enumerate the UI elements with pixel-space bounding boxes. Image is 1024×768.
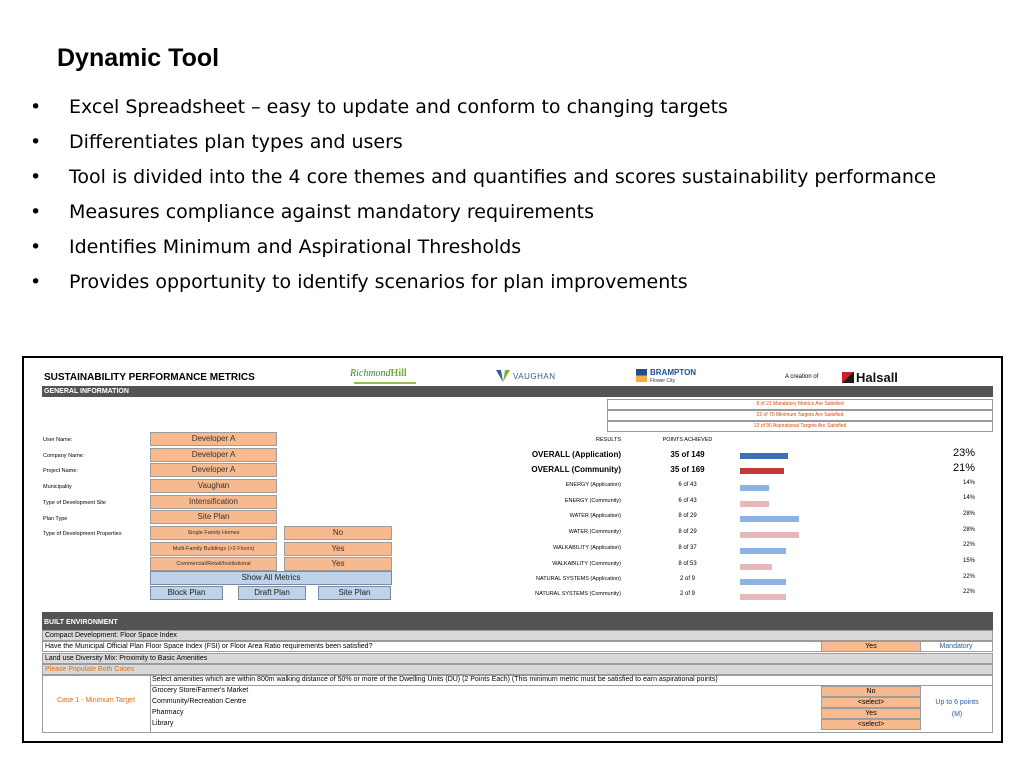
- results-header: RESULTS: [596, 437, 621, 443]
- municipality-field[interactable]: Vaughan: [150, 479, 277, 493]
- compact-development-row: Compact Development: Floor Space Index: [42, 630, 993, 641]
- result-percent: 22%: [962, 542, 975, 548]
- spreadsheet-screenshot: [22, 356, 1003, 743]
- result-label: WATER (Application): [569, 513, 621, 519]
- result-percent: 15%: [962, 558, 975, 564]
- brampton-sub-text: Flower City: [650, 378, 676, 384]
- brampton-logo: [636, 369, 696, 385]
- result-points: 35 of 169: [670, 465, 705, 474]
- result-percent: 23%: [952, 447, 975, 459]
- general-information-header: GENERAL INFORMATION: [42, 386, 993, 397]
- points-type: (M): [951, 711, 963, 718]
- halsall-mark-icon: [842, 372, 854, 383]
- amenity-select[interactable]: Yes: [821, 708, 921, 719]
- bullet-item: • Identifies Minimum and Aspirational Thresholds: [30, 232, 990, 262]
- user-name-field[interactable]: Developer A: [150, 432, 277, 446]
- result-label: OVERALL (Community): [531, 465, 621, 474]
- amenity-select[interactable]: <select>: [821, 719, 921, 730]
- land-use-row: Land use Diversity Mix: Proximity to Basic Amenities: [42, 653, 993, 664]
- brampton-logo-text: BRAMPTON: [650, 368, 697, 377]
- fsi-type-label: Mandatory: [939, 643, 973, 650]
- property-select-single-family[interactable]: No: [284, 526, 392, 540]
- result-bar: [740, 501, 769, 507]
- bullet-item: • Differentiates plan types and users: [30, 127, 990, 157]
- result-bar: [740, 564, 772, 570]
- site-plan-button[interactable]: Site Plan: [318, 586, 391, 600]
- development-site-field[interactable]: Intensification: [150, 495, 277, 509]
- result-bar: [740, 485, 769, 491]
- property-name-multi-family: Multi-Family Buildings (>3 Floors): [150, 542, 277, 556]
- result-bar: [740, 453, 788, 459]
- result-points: 35 of 149: [670, 450, 705, 459]
- development-properties-label: Type of Development Properties: [43, 531, 122, 537]
- vaughan-logo-text: VAUGHAN: [513, 371, 556, 381]
- result-points: 8 of 29: [678, 529, 697, 535]
- amenity-name: Library: [152, 720, 174, 727]
- project-name-label: Project Name:: [43, 468, 78, 474]
- result-points: 2 of 9: [679, 576, 695, 582]
- bullet-item: • Provides opportunity to identify scenarios for plan improvements: [30, 267, 990, 297]
- draft-plan-button[interactable]: Draft Plan: [238, 586, 306, 600]
- amenity-name: Grocery Store/Farmer's Market: [152, 687, 249, 694]
- municipality-label: Municipality: [43, 484, 72, 490]
- result-bar: [740, 516, 799, 522]
- result-label: ENERGY (Community): [564, 498, 621, 504]
- bullet-list: [30, 92, 990, 302]
- halsall-logo-text: Halsall: [856, 370, 898, 385]
- result-percent: 28%: [962, 511, 975, 517]
- richmond-logo-text: Richmond: [350, 368, 391, 379]
- creation-text: A creation of: [785, 374, 819, 380]
- result-label: ENERGY (Application): [565, 482, 621, 488]
- result-label: NATURAL SYSTEMS (Community): [535, 591, 621, 597]
- points-note: Up to 6 points: [935, 699, 979, 706]
- company-name-label: Company Name:: [43, 453, 85, 459]
- brampton-mark-icon: [636, 369, 647, 382]
- block-plan-button[interactable]: Block Plan: [150, 586, 223, 600]
- bullet-item: • Measures compliance against mandatory requirements: [30, 197, 990, 227]
- result-label: WALKABILITY (Application): [553, 545, 621, 551]
- slide-title: Dynamic Tool: [57, 44, 220, 72]
- result-points: 6 of 43: [678, 482, 697, 488]
- case-divider: [150, 675, 151, 733]
- development-site-label: Type of Development Site: [43, 500, 106, 506]
- hill-logo-text: Hill: [390, 368, 407, 379]
- project-name-field[interactable]: Developer A: [150, 463, 277, 477]
- property-name-commercial: Commercial/Retail/Institutional: [150, 557, 277, 571]
- summary-mandatory: 8 of 21 Mandatory Metrics Are Satisfied: [607, 399, 993, 410]
- result-bar: [740, 532, 799, 538]
- plan-type-label: Plan Type: [43, 516, 68, 522]
- result-label: NATURAL SYSTEMS (Application): [536, 576, 621, 582]
- vaughan-mark-icon: [496, 370, 510, 382]
- fsi-answer-select[interactable]: Yes: [821, 641, 921, 652]
- plan-type-field[interactable]: Site Plan: [150, 510, 277, 524]
- vaughan-logo: [496, 370, 555, 382]
- company-name-field[interactable]: Developer A: [150, 448, 277, 462]
- result-points: 6 of 43: [678, 498, 697, 504]
- property-select-commercial[interactable]: Yes: [284, 557, 392, 571]
- result-label: WALKABILITY (Community): [552, 561, 621, 567]
- summary-minimum: 22 of 79 Minimum Targets Are Satisfied: [607, 410, 993, 421]
- amenity-select[interactable]: No: [821, 686, 921, 697]
- result-percent: 14%: [962, 495, 975, 501]
- result-points: 8 of 37: [678, 545, 697, 551]
- result-points: 8 of 53: [678, 561, 697, 567]
- halsall-logo: [842, 370, 898, 385]
- amenities-question: Select amenities which are within 800m walking distance of 50% or more of the Dwelling Units (DU) (2 Points Each) (This minimum metric must be satisfied to earn aspirational points): [150, 675, 993, 686]
- amenity-name: Pharmacy: [152, 709, 184, 716]
- show-all-metrics-button[interactable]: Show All Metrics: [150, 571, 392, 585]
- result-percent: 22%: [962, 574, 975, 580]
- result-label: OVERALL (Application): [531, 450, 621, 459]
- result-percent: 21%: [952, 462, 975, 474]
- bullet-item: • Excel Spreadsheet – easy to update and conform to changing targets: [30, 92, 990, 122]
- bullet-item: • Tool is divided into the 4 core themes and quantifies and scores sustainability performance: [30, 162, 990, 192]
- result-percent: 22%: [962, 589, 975, 595]
- result-points: 8 of 29: [678, 513, 697, 519]
- fsi-question: Have the Municipal Official Plan Floor Space Index (FSI) or Floor Area Ratio requirements been satisfied?: [45, 643, 373, 650]
- populate-note-row: Please Populate Both Cases: [42, 664, 993, 675]
- amenity-name: Community/Recreation Centre: [152, 698, 247, 705]
- result-bar: [740, 548, 786, 554]
- summary-aspirational: 13 of 90 Aspirational Targets Are Satisfied: [607, 421, 993, 432]
- result-percent: 14%: [962, 480, 975, 486]
- case-minimum-label: Case 1 - Minimum Target: [56, 697, 136, 704]
- result-bar: [740, 594, 786, 600]
- result-percent: 28%: [962, 527, 975, 533]
- result-label: WATER (Community): [568, 529, 621, 535]
- points-header: POINTS ACHIEVED: [662, 437, 713, 443]
- sheet-title: SUSTAINABILITY PERFORMANCE METRICS: [44, 372, 255, 383]
- richmond-hill-underline: [354, 382, 416, 384]
- result-bar: [740, 579, 786, 585]
- property-name-single-family: Single Family Homes: [150, 526, 277, 540]
- user-name-label: User Name:: [43, 437, 73, 443]
- property-select-multi-family[interactable]: Yes: [284, 542, 392, 556]
- built-environment-header: BUILT ENVIRONMENT: [42, 612, 993, 630]
- result-bar: [740, 468, 784, 474]
- richmond-hill-logo: [350, 368, 407, 379]
- amenity-select[interactable]: <select>: [821, 697, 921, 708]
- result-points: 2 of 9: [679, 591, 695, 597]
